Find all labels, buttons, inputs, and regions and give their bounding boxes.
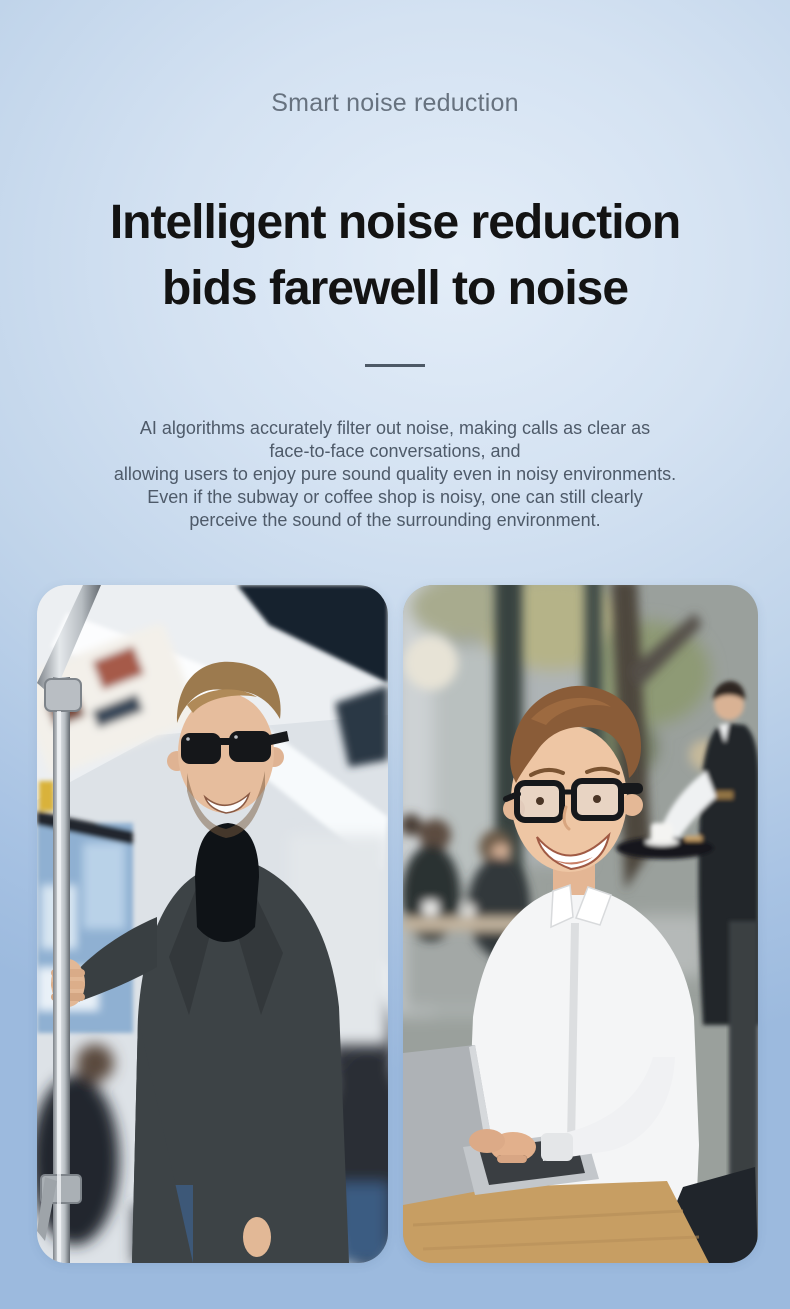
subway-illustration: [37, 585, 388, 1263]
smart-glasses: [506, 781, 643, 820]
body-line: AI algorithms accurately filter out noise, making calls as clear as: [139, 418, 651, 438]
headline-line-1: Intelligent noise reduction: [109, 196, 681, 249]
body-line: allowing users to enjoy pure sound quality even in noisy environments.: [113, 464, 677, 484]
subway-photo: [37, 585, 388, 1263]
body-line: perceive the sound of the surrounding environment.: [189, 510, 601, 530]
page-title: [0, 190, 790, 322]
cafe-illustration: [403, 585, 758, 1263]
divider: [365, 364, 425, 367]
body-line: Even if the subway or coffee shop is noisy, one can still clearly: [147, 487, 643, 507]
body-line: face-to-face conversations, and: [269, 441, 521, 461]
cafe-photo: [403, 585, 758, 1263]
body-copy: [50, 417, 740, 532]
headline-line-2: bids farewell to noise: [161, 262, 629, 315]
eyebrow-label: Smart noise reduction: [271, 89, 519, 117]
